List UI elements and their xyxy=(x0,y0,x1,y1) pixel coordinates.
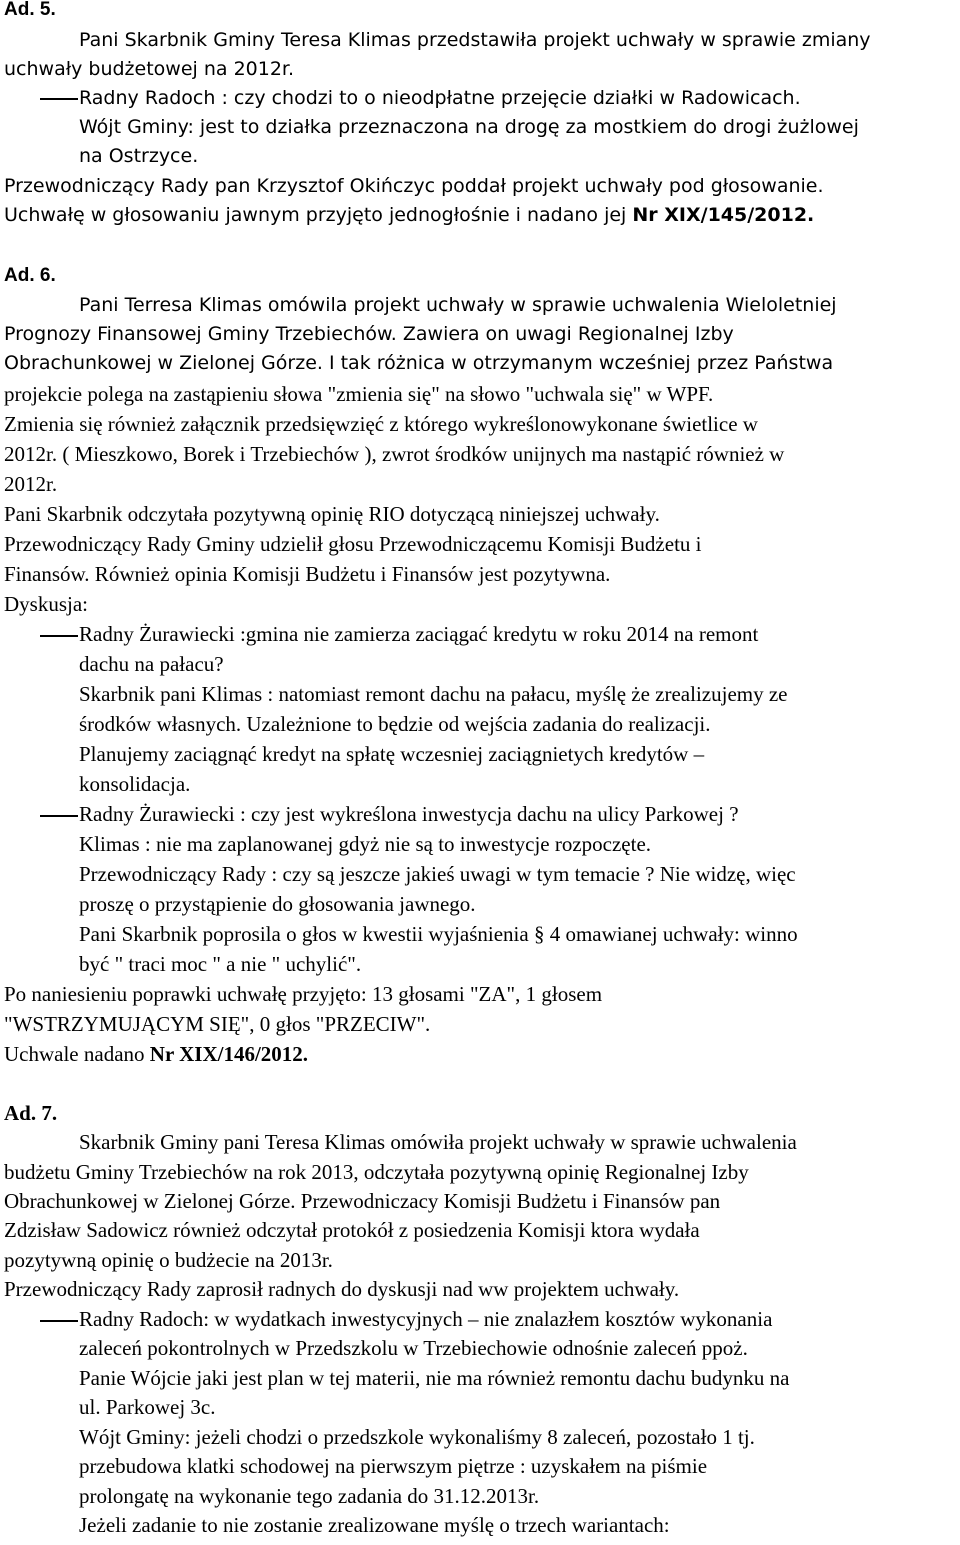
paragraph-line: Zdzisław Sadowicz również odczytał protokół z posiedzenia Komisji ktora wydała xyxy=(4,1218,700,1242)
paragraph-line: proszę o przystąpienie do głosowania jawnego. xyxy=(79,892,476,916)
paragraph-line: Przewodniczący Rady : czy są jeszcze jakieś uwagi w tym temacie ? Nie widzę, więc xyxy=(79,862,796,886)
paragraph-line: Pani Skarbnik poprosila o głos w kwestii wyjaśnienia § 4 omawianej uchwały: winno xyxy=(79,922,798,946)
paragraph-line: Wójt Gminy: jest to działka przeznaczona na drogę za mostkiem do drogi żużlowej xyxy=(79,116,859,138)
paragraph-line: Obrachunkowej w Zielonej Górze. I tak różnica w otrzymanym wcześniej przez Państwa xyxy=(4,352,834,374)
paragraph-line: Skarbnik Gminy pani Teresa Klimas omówiła projekt uchwały w sprawie uchwalenia xyxy=(79,1130,797,1154)
paragraph-line: zaleceń pokontrolnych w Przedszkolu w Trzebiechowie odnośnie zaleceń ppoż. xyxy=(79,1336,748,1360)
resolution-number: Nr XIX/145/2012. xyxy=(632,204,815,226)
paragraph-line: prolongatę na wykonanie tego zadania do 31.12.2013r. xyxy=(79,1484,540,1508)
paragraph-line: Klimas : nie ma zaplanowanej gdyż nie są to inwestycje rozpoczęte. xyxy=(79,832,652,856)
paragraph-line: Radny Radoch: w wydatkach inwestycyjnych – nie znalazłem kosztów wykonania xyxy=(79,1307,773,1331)
paragraph-text: Uchwałę w głosowaniu jawnym przyjęto jednogłośnie i nadano jej xyxy=(4,204,633,226)
paragraph-line: Finansów. Również opinia Komisji Budżetu i Finansów jest pozytywna. xyxy=(4,562,611,586)
dash-bullet xyxy=(40,98,78,100)
paragraph-line xyxy=(4,206,814,225)
paragraph-line: Prognozy Finansowej Gminy Trzebiechów. Zawiera on uwagi Regionalnej Izby xyxy=(4,323,734,345)
paragraph-line: Radny Radoch : czy chodzi to o nieodpłatne przejęcie działki w Radowicach. xyxy=(79,87,801,109)
dash-bullet xyxy=(40,1320,78,1322)
paragraph-line: Skarbnik pani Klimas : natomiast remont dachu na pałacu, myślę że zrealizujemy ze xyxy=(79,682,788,706)
paragraph-line: Panie Wójcie jaki jest plan w tej materii, nie ma również remontu dachu budynku na xyxy=(79,1366,790,1390)
paragraph-line: przebudowa klatki schodowej na pierwszym piętrze : uzyskałem na piśmie xyxy=(79,1454,708,1478)
paragraph-line: Wójt Gminy: jeżeli chodzi o przedszkole wykonaliśmy 8 zaleceń, pozostało 1 tj. xyxy=(79,1425,755,1449)
paragraph-line: 2012r. ( Mieszkowo, Borek i Trzebiechów ), zwrot środków unijnych ma nastąpić również w xyxy=(4,442,785,466)
paragraph-line: Przewodniczący Rady Gminy udzielił głosu Przewodniczącemu Komisji Budżetu i xyxy=(4,532,702,556)
paragraph-line: na Ostrzyce. xyxy=(79,145,199,167)
paragraph-line: Obrachunkowej w Zielonej Górze. Przewodniczacy Komisji Budżetu i Finansów pan xyxy=(4,1189,721,1213)
paragraph-line: Przewodniczący Rady pan Krzysztof Okińczyc poddał projekt uchwały pod głosowanie. xyxy=(4,175,824,197)
paragraph-line: być " traci moc " a nie " uchylić". xyxy=(79,952,362,976)
section-heading-ad5: Ad. 5. xyxy=(4,0,56,20)
dash-bullet xyxy=(40,635,78,637)
paragraph-line: "WSTRZYMUJĄCYM SIĘ", 0 głos "PRZECIW". xyxy=(4,1012,431,1036)
paragraph-line: projekcie polega na zastąpieniu słowa "zmienia się" na słowo "uchwala się" w WPF. xyxy=(4,382,714,406)
paragraph-line: Planujemy zaciągnąć kredyt na spłatę wczesniej zaciągnietych kredytów – xyxy=(79,742,705,766)
resolution-number: Nr XIX/146/2012. xyxy=(149,1042,309,1066)
paragraph-line: Jeżeli zadanie to nie zostanie zrealizowane myślę o trzech wariantach: xyxy=(79,1513,670,1537)
paragraph-line: Po naniesieniu poprawki uchwałę przyjęto: 13 głosami "ZA", 1 głosem xyxy=(4,982,603,1006)
paragraph-line: dachu na pałacu? xyxy=(79,652,224,676)
paragraph-line: Pani Terresa Klimas omówila projekt uchwały w sprawie uchwalenia Wieloletniej xyxy=(79,294,837,316)
paragraph-line: Radny Żurawiecki :gmina nie zamierza zaciągać kredytu w roku 2014 na remont xyxy=(79,622,759,646)
paragraph-line: Przewodniczący Rady zaprosił radnych do dyskusji nad ww projektem uchwały. xyxy=(4,1277,680,1301)
paragraph-line: 2012r. xyxy=(4,472,58,496)
dash-bullet xyxy=(40,815,78,817)
section-heading-ad7: Ad. 7. xyxy=(4,1101,58,1125)
paragraph-text: Uchwale nadano xyxy=(4,1042,150,1066)
paragraph-line: środków własnych. Uzależnione to będzie od wejścia zadania do realizacji. xyxy=(79,712,711,736)
paragraph-line: Zmienia się również załącznik przedsięwzięć z którego wykreślonowykonane świetlice w xyxy=(4,412,758,436)
section-heading-ad6: Ad. 6. xyxy=(4,265,56,286)
paragraph-line: pozytywną opinię o budżecie na 2013r. xyxy=(4,1248,333,1272)
paragraph-line: Dyskusja: xyxy=(4,592,88,616)
paragraph-line: budżetu Gminy Trzebiechów na rok 2013, odczytała pozytywną opinię Regionalnej Izby xyxy=(4,1160,749,1184)
paragraph-line xyxy=(4,1044,308,1065)
paragraph-line: konsolidacja. xyxy=(79,772,191,796)
paragraph-line: Radny Żurawiecki : czy jest wykreślona inwestycja dachu na ulicy Parkowej ? xyxy=(79,802,739,826)
paragraph-line: uchwały budżetowej na 2012r. xyxy=(4,58,295,80)
paragraph-line: Pani Skarbnik odczytała pozytywną opinię RIO dotyczącą niniejszej uchwały. xyxy=(4,502,660,526)
paragraph-line: Pani Skarbnik Gminy Teresa Klimas przedstawiła projekt uchwały w sprawie zmiany xyxy=(79,29,871,51)
paragraph-line: ul. Parkowej 3c. xyxy=(79,1395,216,1419)
